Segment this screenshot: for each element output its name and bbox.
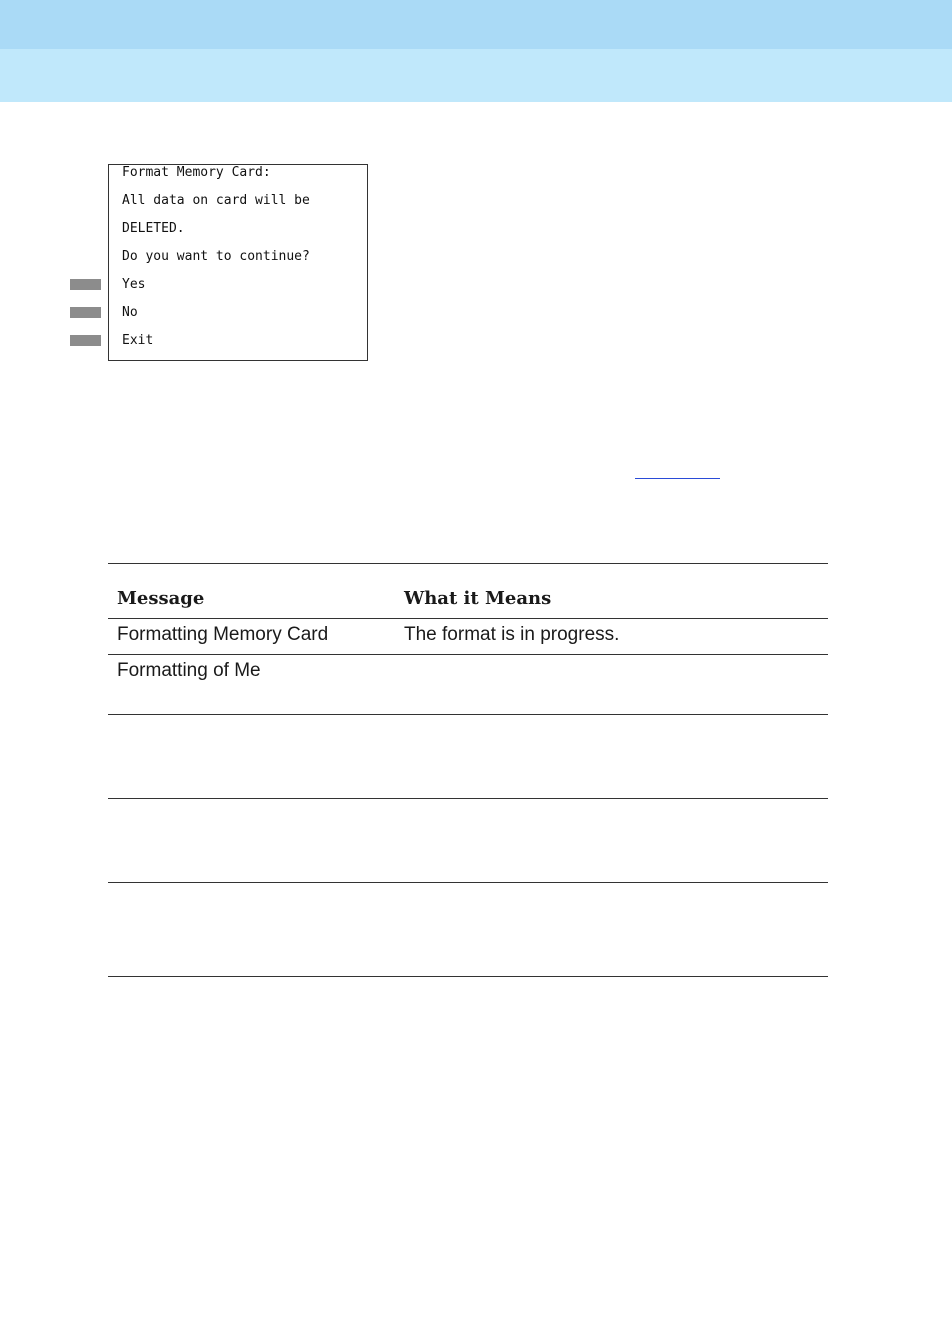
table-row-rule [108,714,828,715]
display-line-question: Do you want to continue? [122,249,310,264]
table-cell-message: Formatting Memory Card [117,624,329,645]
table-cell-message: Formatting of Me [117,660,261,681]
table-row-rule [108,654,828,655]
table-bottom-rule [108,976,828,977]
header-band-bottom [0,49,952,102]
table-row-rule [108,882,828,883]
table-header-rule [108,618,828,619]
header-band-top [0,0,952,49]
table-top-rule [108,563,828,564]
softkey-yes-button[interactable] [70,279,101,290]
softkey-exit-button[interactable] [70,335,101,346]
display-screen [108,164,368,361]
display-option-no[interactable]: No [122,305,138,320]
table-header-message: Message [117,588,205,609]
table-header-meaning: What it Means [404,588,552,609]
display-line-title: Format Memory Card: [122,165,271,180]
table-cell-meaning: The format is in progress. [404,624,620,645]
display-option-exit[interactable]: Exit [122,333,154,348]
table-row-rule [108,798,828,799]
softkey-no-button[interactable] [70,307,101,318]
display-option-yes[interactable]: Yes [122,277,146,292]
display-line-warning: All data on card will be [122,193,310,208]
cross-reference-link[interactable] [635,478,720,479]
display-line-deleted: DELETED. [122,221,185,236]
